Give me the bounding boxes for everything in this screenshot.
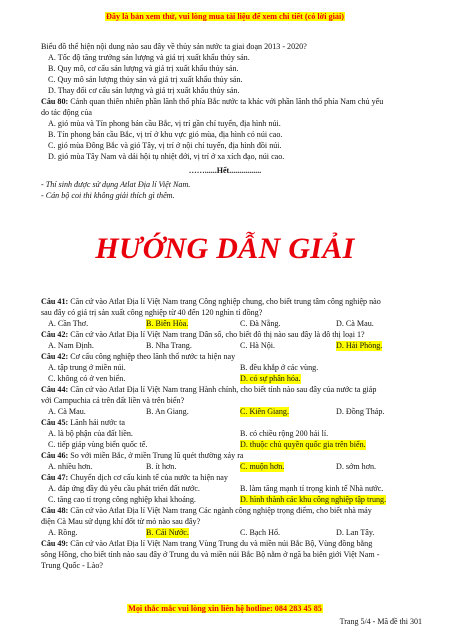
q-stem: Câu 80: Cảnh quan thiên nhiên phần lãnh thổ phía Bắc nước ta khác với phần lãnh thổ phía Nam chủ yếu [41, 97, 384, 106]
q-stem-cont: Trung Quốc - Lào? [41, 561, 103, 570]
q-stem: Câu 45: Lãnh hải nước ta [41, 418, 125, 427]
q-stem: Câu 46: So với miền Bắc, ở miền Trung lũ quét thường xảy ra [41, 451, 244, 460]
q-stem-cont: sông Hồng, cho biết tỉnh nào sau đây ở Trung du và miền núi Bắc Bộ nằm ở ngã ba biên giới Việt Nam - [41, 550, 380, 559]
option-c: C. gió mùa Đông Bắc và gió Tây, vị trí ở nội chí tuyến, địa hình đồi núi. [48, 141, 282, 150]
q-stem-cont: sau đây có giá trị sản xuất công nghiệp từ 40 đến 120 nghìn tỉ đồng? [41, 308, 263, 317]
option-c: C. Quy mô sản lượng thủy sản và giá trị xuất khẩu thủy sản. [48, 75, 243, 84]
page-number: Trang 5/4 - Mã đề thi 301 [339, 617, 422, 626]
q-stem: Câu 44: Căn cứ vào Atlat Địa lí Việt Nam trang Hành chính, cho biết tỉnh nào sau đây của nước ta giáp [41, 385, 377, 394]
option-a: A. Nam Định. [48, 341, 94, 350]
q-stem-cont: với Campuchia cả trên đất liền và trên biển? [41, 396, 185, 405]
option-a: A. gió mùa và Tín phong bán cầu Bắc, vị trí gần chí tuyến, địa hình núi. [48, 119, 281, 128]
correct-option: D. có sự phân hóa. [240, 374, 301, 383]
option-a: A. đáp ứng đầy đủ yêu cầu phát triển đất nước. [48, 484, 200, 493]
option-b: B. có chiều rộng 200 hải lí. [240, 429, 329, 438]
correct-option: C. Kiên Giang. [240, 407, 290, 416]
q-stem: Câu 47: Chuyển dịch cơ cấu kinh tế của nước ta hiện nay [41, 473, 228, 482]
note: - Cán bộ coi thi không giải thích gì thêm. [41, 191, 175, 200]
q-stem: Câu 48: Căn cứ vào Atlat Địa lí Việt Nam trang Các ngành công nghiệp trọng điểm, cho biết nhà máy [41, 506, 372, 515]
question-number: Câu 80: [41, 97, 69, 106]
option-a: A. là bộ phận của đất liền. [48, 429, 133, 438]
option-d: D. Thay đổi cơ cấu sản lượng và giá trị xuất khẩu thủy sản. [48, 86, 240, 95]
option-b: B. Tín phong bán cầu Bắc, vị trí ở khu vực gió mùa, địa hình có núi cao. [48, 130, 283, 139]
note: - Thí sinh được sử dụng Atlat Địa lí Việt Nam. [41, 180, 191, 189]
page-title: HƯỚNG DẪN GIẢI [95, 232, 355, 265]
q-stem: Biểu đồ thể hiện nội dung nào sau đây về thủy sản nước ta giai đoạn 2013 - 2020? [41, 42, 307, 51]
option-b: B. Quy mô, cơ cấu sản lượng và giá trị xuất khẩu thủy sản. [48, 64, 239, 73]
option-b: B. đều khắp ở các vùng. [240, 363, 319, 372]
correct-option: B. Cái Nước. [146, 528, 189, 537]
option-a: A. Cà Mau. [48, 407, 86, 416]
preview-banner: Đây là bản xem thử, vui lòng mua tài liệu để xem chi tiết (có lời giải) [105, 12, 344, 21]
option-b: B. An Giang. [146, 407, 189, 416]
option-d: D. Đồng Tháp. [336, 407, 385, 416]
correct-option: D. Hải Phòng. [336, 341, 383, 350]
q-stem: Câu 42: Căn cứ vào Atlat Địa lí Việt Nam trang Dân số, cho biết đô thị nào sau đây là đô thị loại 1? [41, 330, 365, 339]
option-b: B. Nha Trang. [146, 341, 192, 350]
option-c: C. Hà Nội. [240, 341, 276, 350]
option-d: D. gió mùa Tây Nam và dải hội tụ nhiệt đới, vị trí ở xa xích đạo, núi cao. [48, 152, 285, 161]
correct-option: D. hình thành các khu công nghiệp tập trung. [240, 495, 387, 504]
correct-option: C. muộn hơn. [240, 462, 285, 471]
option-b: B. ít hơn. [146, 462, 177, 471]
hotline-banner: Mọi thắc mắc vui lòng xin liên hệ hotline: 084 283 45 85 [128, 604, 322, 613]
option-a: A. Cần Thơ. [48, 319, 89, 328]
option-a: A. tập trung ở miền núi. [48, 363, 126, 372]
option-a: A. Rồng. [48, 528, 78, 537]
option-c: C. Đà Nẵng. [240, 319, 281, 328]
option-a: A. Tốc độ tăng trưởng sản lượng và giá trị xuất khẩu thủy sản. [48, 53, 250, 62]
q-stem: Câu 49: Căn cứ vào Atlat Địa lí Việt Nam trang Vùng Trung du và miền núi Bắc Bộ, Vùng đồng bằng [41, 539, 373, 548]
option-d: D. sớm hơn. [336, 462, 377, 471]
q-stem-cont: điện Cà Mau sử dụng khí đốt từ mỏ nào sau đây? [41, 517, 201, 526]
q-stem: Câu 41: Căn cứ vào Atlat Địa lí Việt Nam trang Công nghiệp chung, cho biết trung tâm công nghiệp nào [41, 297, 381, 306]
option-b: B. làm tăng mạnh tỉ trọng kinh tế Nhà nước. [240, 484, 384, 493]
q-stem: Câu 42: Cơ cấu công nghiệp theo lãnh thổ nước ta hiện nay [41, 352, 236, 361]
option-c: C. tăng cao tỉ trọng công nghiệp khai khoáng. [48, 495, 196, 504]
option-a: A. nhiều hơn. [48, 462, 93, 471]
end-mark: ……......Hết................ [188, 166, 262, 175]
option-c: C. không có ở ven biển. [48, 374, 126, 383]
option-d: D. Cà Mau. [336, 319, 374, 328]
correct-option: D. thuộc chủ quyền quốc gia trên biển. [240, 440, 366, 449]
option-d: D. Lan Tây. [336, 528, 375, 537]
option-c: C. tiếp giáp vùng biển quốc tế. [48, 440, 148, 449]
option-c: C. Bạch Hổ. [240, 528, 281, 537]
q-stem-cont: do tác động của [41, 108, 93, 117]
correct-option: B. Biên Hòa. [146, 319, 189, 328]
